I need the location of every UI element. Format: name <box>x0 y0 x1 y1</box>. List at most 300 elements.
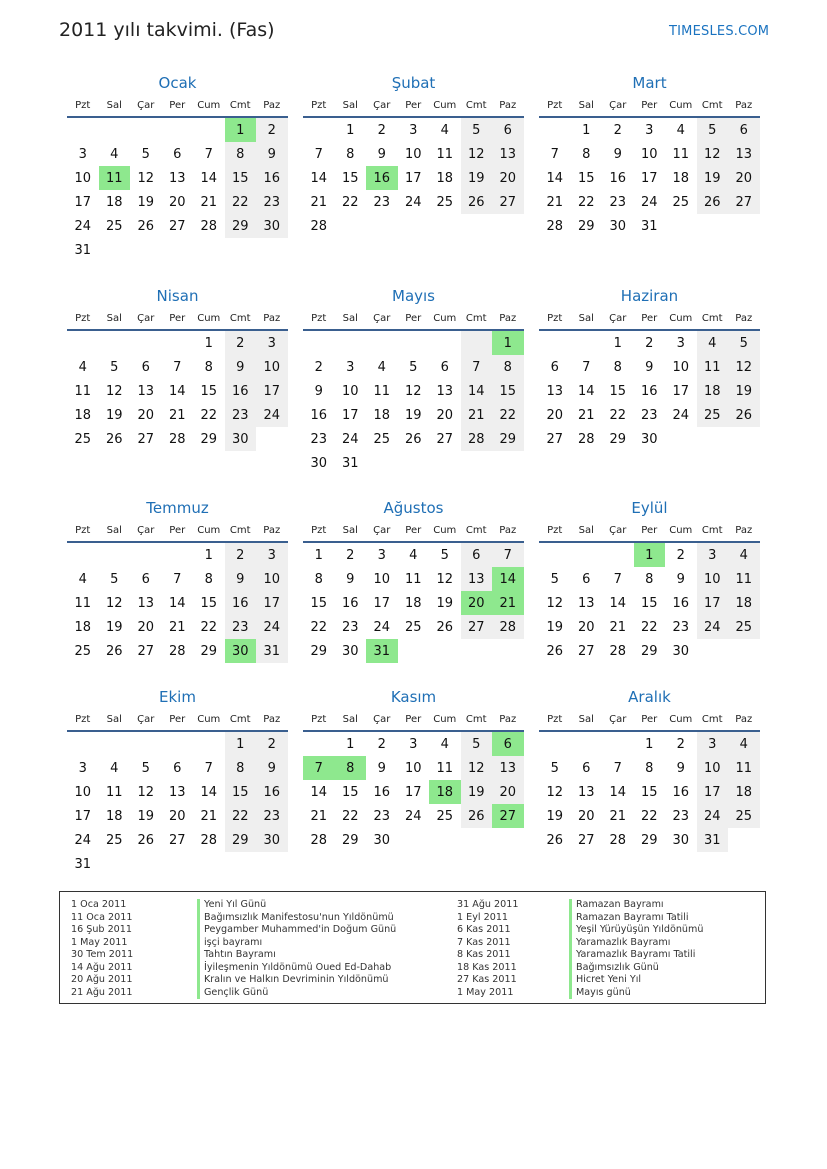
legend-holiday-name: Ramazan Bayramı Tatili <box>569 912 703 925</box>
day-cell: 2 <box>314 359 323 375</box>
legend-holiday-name: Hicret Yeni Yıl <box>569 974 703 987</box>
day-cell: 22 <box>200 619 218 635</box>
legend-date: 30 Tem 2011 <box>71 949 134 960</box>
day-cell: 13 <box>492 756 524 780</box>
day-cell: 1 <box>645 736 654 752</box>
day-cell: 22 <box>310 619 328 635</box>
day-cell: 8 <box>645 760 654 776</box>
day-cell: 1 <box>314 547 323 563</box>
day-cell: 24 <box>404 808 422 824</box>
day-cell: 23 <box>225 403 257 427</box>
day-cell: 13 <box>168 784 186 800</box>
day-cell: 12 <box>137 784 155 800</box>
day-cell: 30 <box>609 218 627 234</box>
weekday-label: Çar <box>137 524 155 536</box>
day-grid <box>67 543 288 663</box>
day-cell: 28 <box>200 832 218 848</box>
day-cell: 24 <box>256 615 288 639</box>
day-cell: 19 <box>546 808 564 824</box>
weekday-label: Cum <box>197 713 221 725</box>
day-cell: 30 <box>672 832 690 848</box>
day-cell: 3 <box>78 146 87 162</box>
day-cell: 31 <box>74 242 92 258</box>
weekday-label: Sal <box>106 99 122 111</box>
day-grid <box>303 732 524 852</box>
day-cell: 8 <box>613 359 622 375</box>
day-grid <box>303 331 524 475</box>
day-cell: 9 <box>346 571 355 587</box>
day-grid <box>303 543 524 663</box>
day-cell: 17 <box>74 808 92 824</box>
day-cell: 8 <box>225 756 257 780</box>
legend-date: 7 Kas 2011 <box>457 936 511 948</box>
weekday-label: Çar <box>137 312 155 324</box>
day-cell: 17 <box>404 784 422 800</box>
month-name: Temmuz <box>146 499 209 517</box>
brand-link[interactable]: TIMESLES.COM <box>669 24 770 39</box>
weekday-label: Per <box>169 713 186 725</box>
month-name: Haziran <box>620 287 679 305</box>
day-cell: 22 <box>577 194 595 210</box>
legend-holiday-name: Yeşil Yürüyüşün Yıldönümü <box>569 924 703 937</box>
weekday-label: Per <box>641 524 658 536</box>
weekday-label: Pzt <box>75 312 91 324</box>
day-cell: 2 <box>225 543 257 567</box>
empty-cell <box>303 732 335 756</box>
legend-date: 20 Ağu 2011 <box>71 974 133 985</box>
day-cell: 28 <box>609 643 627 659</box>
day-cell: 21 <box>200 808 218 824</box>
weekday-label: Sal <box>106 713 122 725</box>
day-cell: 4 <box>78 359 87 375</box>
month-block <box>303 285 524 475</box>
month-block <box>303 72 524 238</box>
legend-date: 27 Kas 2011 <box>457 974 517 985</box>
empty-cell <box>398 331 430 355</box>
day-cell: 23 <box>256 804 288 828</box>
day-cell: 14 <box>310 784 328 800</box>
day-cell: 26 <box>105 643 123 659</box>
day-cell: 26 <box>697 190 729 214</box>
day-cell: 12 <box>105 383 123 399</box>
day-cell: 14 <box>577 383 595 399</box>
day-cell: 4 <box>110 760 119 776</box>
legend-holiday-name: Yaramazlık Bayramı Tatili <box>569 949 703 962</box>
day-cell: 3 <box>346 359 355 375</box>
day-cell: 18 <box>105 808 123 824</box>
day-cell: 25 <box>373 431 391 447</box>
day-cell: 23 <box>672 808 690 824</box>
day-cell: 29 <box>492 427 524 451</box>
day-cell: 7 <box>173 571 182 587</box>
day-cell: 25 <box>728 615 760 639</box>
weekday-label: Paz <box>735 713 753 725</box>
day-cell: 28 <box>168 643 186 659</box>
day-cell: 22 <box>640 808 658 824</box>
day-cell: 29 <box>640 643 658 659</box>
holiday-day-cell: 6 <box>492 732 524 756</box>
day-cell: 10 <box>697 567 729 591</box>
day-cell: 19 <box>137 194 155 210</box>
day-cell: 24 <box>74 832 92 848</box>
day-cell: 8 <box>492 355 524 379</box>
day-cell: 19 <box>546 619 564 635</box>
day-cell: 2 <box>676 547 685 563</box>
day-cell: 9 <box>225 567 257 591</box>
day-cell: 18 <box>404 595 422 611</box>
day-cell: 27 <box>577 643 595 659</box>
day-cell: 22 <box>341 808 359 824</box>
day-cell: 6 <box>141 571 150 587</box>
holiday-day-cell: 14 <box>492 567 524 591</box>
weekday-label: Pzt <box>311 524 327 536</box>
day-cell: 14 <box>609 595 627 611</box>
month-block <box>539 72 760 238</box>
weekday-label: Per <box>641 713 658 725</box>
day-cell: 17 <box>697 591 729 615</box>
day-cell: 23 <box>341 619 359 635</box>
weekday-label: Çar <box>609 524 627 536</box>
legend-holiday-name: Peygamber Muhammed'in Doğum Günü <box>197 924 396 937</box>
day-cell: 14 <box>461 379 493 403</box>
weekday-label: Cum <box>669 99 693 111</box>
legend-names-left <box>197 899 396 999</box>
legend-date: 11 Oca 2011 <box>71 911 133 923</box>
day-cell: 18 <box>436 170 454 186</box>
day-cell: 20 <box>492 780 524 804</box>
day-cell: 3 <box>78 760 87 776</box>
day-cell: 6 <box>582 760 591 776</box>
day-cell: 7 <box>314 146 323 162</box>
weekday-label: Sal <box>342 312 358 324</box>
day-cell: 10 <box>640 146 658 162</box>
weekday-label: Çar <box>137 99 155 111</box>
weekday-label: Çar <box>373 312 391 324</box>
legend-holiday-name: Yeni Yıl Günü <box>197 899 396 912</box>
day-cell: 5 <box>461 732 493 756</box>
legend-holiday-name: Ramazan Bayramı <box>569 899 703 912</box>
day-cell: 15 <box>640 595 658 611</box>
day-cell: 23 <box>373 808 391 824</box>
day-cell: 5 <box>550 571 559 587</box>
weekday-label: Per <box>169 99 186 111</box>
day-cell: 6 <box>173 760 182 776</box>
empty-cell <box>539 331 571 355</box>
day-cell: 25 <box>728 804 760 828</box>
day-cell: 31 <box>640 218 658 234</box>
day-cell: 11 <box>404 571 422 587</box>
weekday-label: Sal <box>342 524 358 536</box>
day-cell: 29 <box>577 218 595 234</box>
day-cell: 26 <box>436 619 454 635</box>
day-grid <box>67 331 288 451</box>
weekday-label: Cum <box>433 312 457 324</box>
legend-date: 8 Kas 2011 <box>457 949 511 960</box>
weekday-header <box>67 94 288 118</box>
day-cell: 18 <box>728 591 760 615</box>
empty-cell <box>162 543 194 567</box>
day-cell: 15 <box>640 784 658 800</box>
day-cell: 15 <box>225 166 257 190</box>
day-cell: 19 <box>105 407 123 423</box>
day-cell: 14 <box>310 170 328 186</box>
day-cell: 4 <box>440 122 449 138</box>
day-cell: 7 <box>613 571 622 587</box>
weekday-label: Per <box>641 99 658 111</box>
day-cell: 19 <box>461 166 493 190</box>
day-cell: 28 <box>609 832 627 848</box>
weekday-label: Cmt <box>701 524 723 536</box>
day-cell: 1 <box>613 335 622 351</box>
day-cell: 9 <box>225 355 257 379</box>
day-cell: 20 <box>728 166 760 190</box>
legend-date: 1 Oca 2011 <box>71 899 127 910</box>
weekday-header <box>67 307 288 331</box>
holiday-day-cell: 8 <box>335 756 367 780</box>
day-cell: 17 <box>256 591 288 615</box>
day-cell: 21 <box>200 194 218 210</box>
weekday-label: Paz <box>263 713 281 725</box>
day-cell: 13 <box>492 142 524 166</box>
month-name: Mayıs <box>392 287 435 305</box>
weekday-label: Pzt <box>311 713 327 725</box>
weekday-label: Paz <box>499 713 517 725</box>
weekday-label: Paz <box>263 524 281 536</box>
day-cell: 28 <box>546 218 564 234</box>
day-cell: 18 <box>74 619 92 635</box>
day-cell: 20 <box>168 808 186 824</box>
day-cell: 5 <box>141 146 150 162</box>
weekday-label: Sal <box>578 99 594 111</box>
day-cell: 2 <box>256 732 288 756</box>
weekday-label: Cum <box>669 524 693 536</box>
day-cell: 13 <box>137 383 155 399</box>
day-cell: 1 <box>346 122 355 138</box>
weekday-label: Çar <box>609 312 627 324</box>
legend-dates-left <box>71 899 133 999</box>
weekday-label: Sal <box>578 713 594 725</box>
day-cell: 7 <box>461 355 493 379</box>
day-cell: 6 <box>550 359 559 375</box>
day-cell: 17 <box>697 780 729 804</box>
day-cell: 12 <box>404 383 422 399</box>
day-cell: 12 <box>461 142 493 166</box>
day-cell: 23 <box>225 615 257 639</box>
weekday-label: Cmt <box>701 713 723 725</box>
day-grid <box>539 118 760 238</box>
day-cell: 30 <box>256 214 288 238</box>
legend-date: 6 Kas 2011 <box>457 924 511 935</box>
day-cell: 25 <box>436 808 454 824</box>
day-cell: 18 <box>373 407 391 423</box>
legend-date: 1 May 2011 <box>71 936 128 948</box>
empty-cell <box>130 331 162 355</box>
holiday-day-cell: 30 <box>225 639 257 663</box>
weekday-label: Per <box>169 524 186 536</box>
day-cell: 22 <box>640 619 658 635</box>
day-cell: 16 <box>672 784 690 800</box>
legend-date: 18 Kas 2011 <box>457 961 517 973</box>
day-cell: 13 <box>577 784 595 800</box>
day-cell: 16 <box>310 407 328 423</box>
day-cell: 11 <box>728 567 760 591</box>
month-block <box>539 497 760 663</box>
day-cell: 28 <box>200 218 218 234</box>
day-cell: 3 <box>697 732 729 756</box>
empty-cell <box>99 118 131 142</box>
day-cell: 29 <box>341 832 359 848</box>
empty-cell <box>67 331 99 355</box>
legend-date: 1 May 2011 <box>457 986 514 998</box>
day-cell: 25 <box>672 194 690 210</box>
month-name: Mart <box>632 74 667 92</box>
day-cell: 29 <box>200 643 218 659</box>
weekday-header <box>539 708 760 732</box>
day-cell: 28 <box>310 832 328 848</box>
weekday-label: Sal <box>342 713 358 725</box>
day-cell: 26 <box>461 804 493 828</box>
day-cell: 9 <box>377 760 386 776</box>
day-cell: 20 <box>577 619 595 635</box>
day-cell: 15 <box>200 383 218 399</box>
weekday-label: Pzt <box>75 99 91 111</box>
day-cell: 27 <box>546 431 564 447</box>
legend-holiday-name: İyileşmenin Yıldönümü Oued Ed-Dahab <box>197 962 396 975</box>
weekday-label: Çar <box>609 713 627 725</box>
day-cell: 2 <box>377 736 386 752</box>
empty-cell <box>67 118 99 142</box>
legend-date: 1 Eyl 2011 <box>457 911 509 923</box>
day-cell: 3 <box>256 331 288 355</box>
day-cell: 2 <box>225 331 257 355</box>
weekday-label: Pzt <box>547 312 563 324</box>
day-cell: 16 <box>640 383 658 399</box>
empty-cell <box>461 331 493 355</box>
day-cell: 22 <box>609 407 627 423</box>
day-cell: 23 <box>373 194 391 210</box>
holiday-day-cell: 7 <box>303 756 335 780</box>
day-cell: 18 <box>105 194 123 210</box>
legend-holiday-name: Kralın ve Halkın Devriminin Yıldönümü <box>197 974 396 987</box>
day-cell: 9 <box>314 383 323 399</box>
day-cell: 14 <box>546 170 564 186</box>
day-cell: 19 <box>404 407 422 423</box>
day-cell: 25 <box>697 403 729 427</box>
legend-names-right <box>569 899 703 999</box>
day-cell: 7 <box>204 146 213 162</box>
day-cell: 10 <box>404 760 422 776</box>
weekday-label: Çar <box>373 713 391 725</box>
day-cell: 23 <box>609 194 627 210</box>
day-cell: 24 <box>697 804 729 828</box>
legend-date: 21 Ağu 2011 <box>71 986 133 998</box>
legend-date: 14 Ağu 2011 <box>71 961 133 973</box>
day-cell: 13 <box>546 383 564 399</box>
day-cell: 1 <box>346 736 355 752</box>
day-cell: 11 <box>436 760 454 776</box>
holiday-day-cell: 18 <box>429 780 461 804</box>
legend-dates-right <box>457 899 518 999</box>
day-grid <box>539 543 760 663</box>
day-cell: 16 <box>256 166 288 190</box>
day-cell: 26 <box>404 431 422 447</box>
day-cell: 21 <box>310 194 328 210</box>
day-cell: 26 <box>546 643 564 659</box>
day-cell: 31 <box>697 828 729 852</box>
day-cell: 20 <box>436 407 454 423</box>
day-cell: 30 <box>640 431 658 447</box>
day-cell: 17 <box>373 595 391 611</box>
weekday-label: Sal <box>578 524 594 536</box>
legend-holiday-name: Yaramazlık Bayramı <box>569 937 703 950</box>
holiday-day-cell: 27 <box>492 804 524 828</box>
weekday-label: Sal <box>578 312 594 324</box>
empty-cell <box>539 118 571 142</box>
day-cell: 14 <box>200 784 218 800</box>
day-cell: 19 <box>436 595 454 611</box>
day-cell: 15 <box>492 379 524 403</box>
day-cell: 6 <box>492 118 524 142</box>
weekday-label: Per <box>405 99 422 111</box>
day-cell: 8 <box>346 146 355 162</box>
legend-holiday-name: Gençlik Günü <box>197 987 396 1000</box>
weekday-label: Cum <box>433 99 457 111</box>
weekday-label: Per <box>405 312 422 324</box>
day-cell: 5 <box>110 359 119 375</box>
day-cell: 9 <box>676 760 685 776</box>
page-title: 2011 yılı takvimi. (Fas) <box>59 19 275 41</box>
day-cell: 13 <box>168 170 186 186</box>
day-cell: 12 <box>546 595 564 611</box>
weekday-label: Paz <box>735 524 753 536</box>
day-cell: 23 <box>672 619 690 635</box>
day-cell: 14 <box>168 595 186 611</box>
day-cell: 30 <box>672 643 690 659</box>
day-cell: 10 <box>256 355 288 379</box>
day-cell: 9 <box>613 146 622 162</box>
day-cell: 24 <box>341 431 359 447</box>
weekday-label: Cum <box>669 713 693 725</box>
month-block <box>303 686 524 852</box>
day-cell: 12 <box>436 571 454 587</box>
empty-cell <box>602 543 634 567</box>
day-cell: 28 <box>168 431 186 447</box>
day-cell: 3 <box>256 543 288 567</box>
month-name: Aralık <box>628 688 671 706</box>
day-cell: 31 <box>74 856 92 872</box>
day-cell: 25 <box>74 431 92 447</box>
day-cell: 12 <box>105 595 123 611</box>
day-cell: 12 <box>461 756 493 780</box>
day-cell: 6 <box>582 571 591 587</box>
weekday-header <box>67 708 288 732</box>
day-cell: 15 <box>310 595 328 611</box>
holiday-day-cell: 1 <box>634 543 666 567</box>
day-grid <box>67 118 288 262</box>
day-cell: 8 <box>204 359 213 375</box>
day-cell: 19 <box>461 780 493 804</box>
day-cell: 21 <box>546 194 564 210</box>
day-cell: 7 <box>492 543 524 567</box>
day-cell: 16 <box>341 595 359 611</box>
weekday-label: Paz <box>499 312 517 324</box>
day-cell: 3 <box>409 122 418 138</box>
weekday-label: Per <box>169 312 186 324</box>
empty-cell <box>571 543 603 567</box>
day-cell: 29 <box>609 431 627 447</box>
weekday-label: Cmt <box>701 312 723 324</box>
day-cell: 22 <box>200 407 218 423</box>
